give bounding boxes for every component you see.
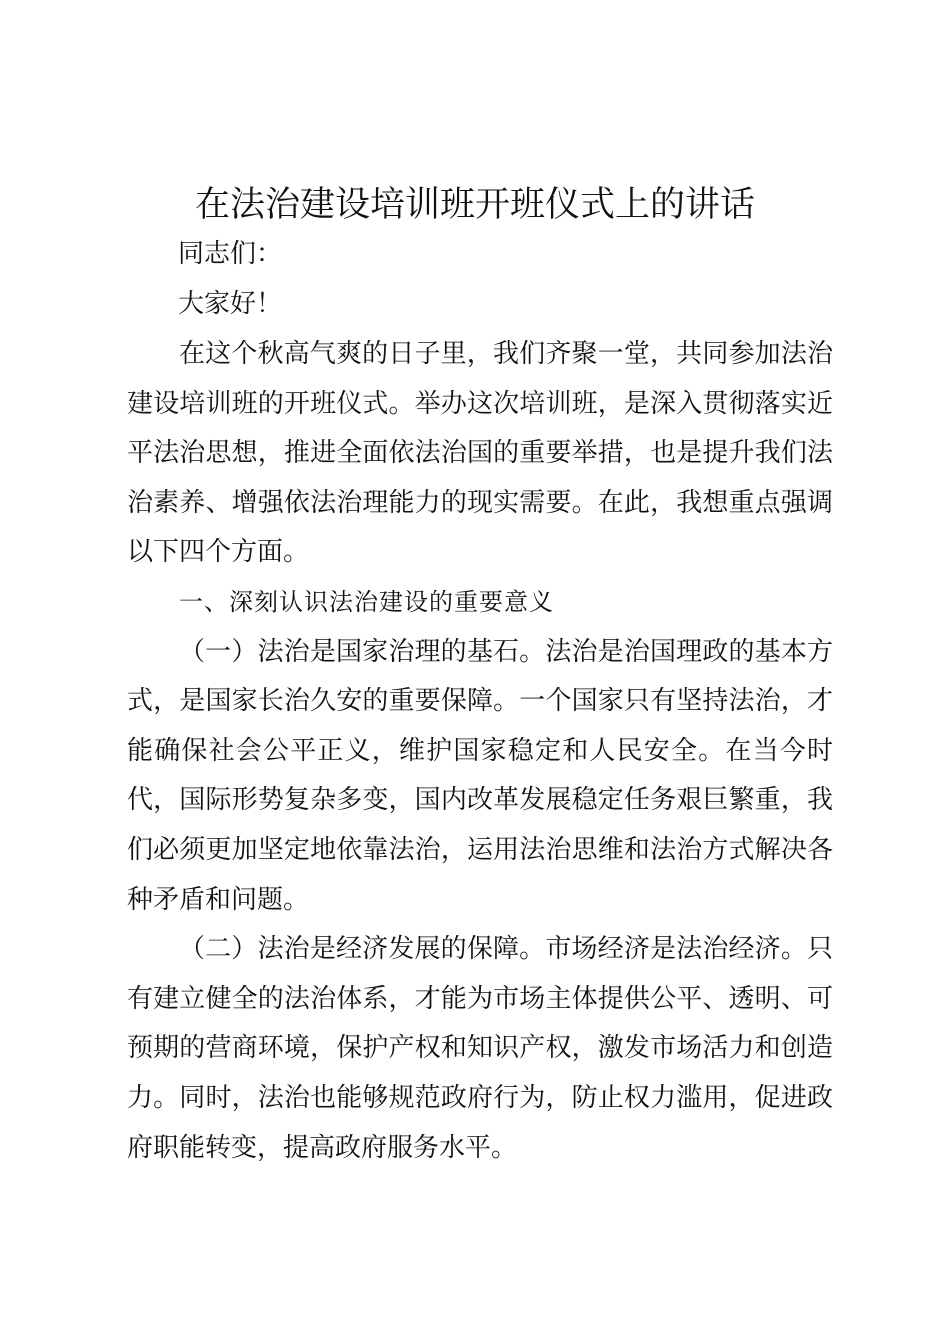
- section-paragraph: （二）法治是经济发展的保障。市场经济是法治经济。只有建立健全的法治体系，才能为市场主体提供公平、透明、可预期的营商环境，保护产权和知识产权，激发市场活力和创造力。同时，法治也能够规范政府行为，防止权力滥用，促进政府职能转变，提高政府服务水平。: [127, 934, 833, 1163]
- section-paragraph: （一）法治是国家治理的基石。法治是治国理政的基本方式，是国家长治久安的重要保障。一个国家只有坚持法治，才能确保社会公平正义，维护国家稳定和人民安全。在当今时代，国际形势复杂多变，国内改革发展稳定任务艰巨繁重，我们必须更加坚定地依靠法治，运用法治思维和法治方式解决各种矛盾和问题。: [127, 636, 833, 915]
- greeting: 大家好！: [178, 289, 283, 319]
- document-title: 在法治建设培训班开班仪式上的讲话: [194, 185, 755, 225]
- section-heading: 一、深刻认识法治建设的重要意义: [179, 587, 554, 616]
- body-text: [127, 330, 833, 1173]
- salutation: 同志们：: [178, 239, 283, 269]
- intro-paragraph: 在这个秋高气爽的日子里，我们齐聚一堂，共同参加法治建设培训班的开班仪式。举办这次培训班，是深入贯彻落实近平法治思想，推进全面依法治国的重要举措，也是提升我们法治素养、增强依法治理能力的现实需要。在此，我想重点强调以下四个方面。: [127, 339, 833, 568]
